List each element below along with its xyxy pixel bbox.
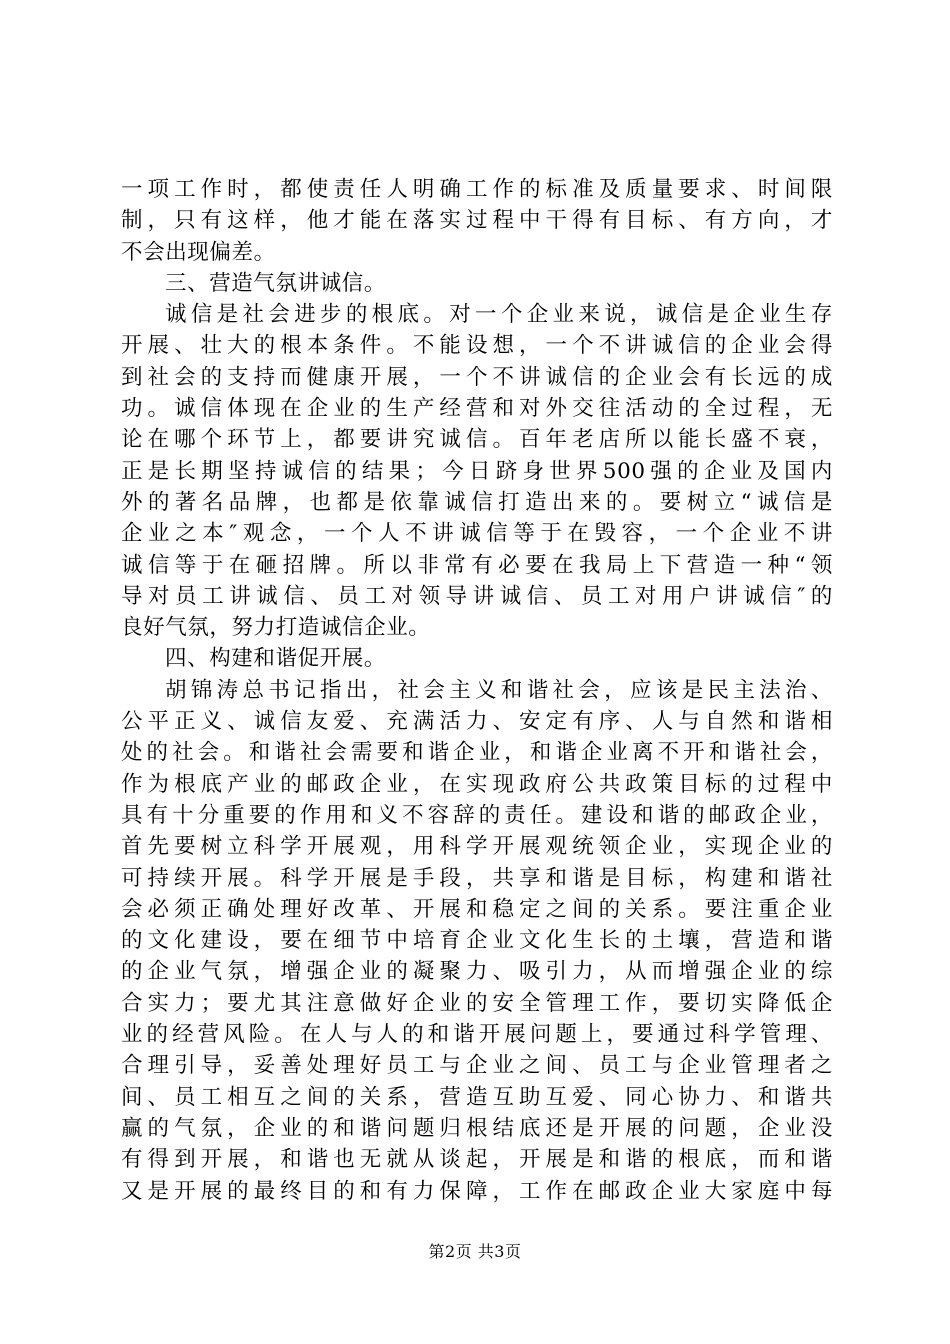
body-text: [121, 174, 833, 1207]
text-line: 论在哪个环节上，都要讲究诚信。百年老店所以能长盛不衰，: [121, 427, 833, 453]
text-line: 导对员工讲诚信、员工对领导讲诚信、员工对用户讲诚信″的: [121, 583, 833, 609]
text-line: 的文化建设，要在细节中培育企业文化生长的土壤，营造和谐: [121, 928, 833, 954]
text-line: 具有十分重要的作用和义不容辞的责任。建设和谐的邮政企业，: [121, 802, 833, 828]
text-line: 首先要树立科学开展观，用科学开展观统领企业，实现企业的: [121, 834, 833, 860]
text-line: 诚信等于在砸招牌。所以非常有必要在我局上下营造一种“领: [121, 552, 833, 578]
section-heading-3: 三、营造气氛讲诚信。: [165, 270, 387, 296]
text-line: 会必须正确处理好改革、开展和稳定之间的关系。要注重企业: [121, 896, 833, 922]
text-line: 的企业气氛，增强企业的凝聚力、吸引力，从而增强企业的综: [121, 959, 833, 985]
text-line: 开展、壮大的根本条件。不能设想，一个不讲诚信的企业会得: [121, 333, 833, 359]
text-line: 不会出现偏差。: [121, 239, 276, 265]
text-line: 间、员工相互之间的关系，营造互助互爱、同心协力、和谐共: [121, 1084, 833, 1110]
text-line: 可持续开展。科学开展是手段，共享和谐是目标，构建和谐社: [121, 865, 833, 891]
paragraph-start-line: 诚信是社会进步的根底。对一个企业来说，诚信是企业生存: [165, 302, 833, 328]
text-line: 处的社会。和谐社会需要和谐企业，和谐企业离不开和谐社会，: [121, 740, 833, 766]
paragraph-start-line: 胡锦涛总书记指出，社会主义和谐社会，应该是民主法治、: [165, 677, 833, 703]
text-line: 合实力；要尤其注意做好企业的安全管理工作，要切实降低企: [121, 990, 833, 1016]
text-line: 到社会的支持而健康开展，一个不讲诚信的企业会有长远的成: [121, 364, 833, 390]
text-line: 业的经营风险。在人与人的和谐开展问题上，要通过科学管理、: [121, 1022, 833, 1048]
text-line: 公平正义、诚信友爱、充满活力、安定有序、人与自然和谐相: [121, 709, 833, 735]
page-number-footer: 第2页 共3页: [428, 1242, 522, 1261]
text-line: 正是长期坚持诚信的结果；今日跻身世界500强的企业及国内: [121, 458, 833, 484]
text-line: 企业之本″观念，一个人不讲诚信等于在毁容，一个企业不讲: [121, 521, 833, 547]
text-line: 又是开展的最终目的和有力保障，工作在邮政企业大家庭中每: [121, 1178, 833, 1204]
text-line: 一项工作时，都使责任人明确工作的标准及质量要求、时间限: [121, 177, 833, 202]
text-line: 制，只有这样，他才能在落实过程中干得有目标、有方向，才: [121, 208, 833, 234]
text-line: 功。诚信体现在企业的生产经营和对外交往活动的全过程，无: [121, 396, 833, 422]
text-line: 外的著名品牌，也都是依靠诚信打造出来的。要树立“诚信是: [121, 489, 833, 515]
text-line: 良好气氛，努力打造诚信企业。: [121, 615, 431, 641]
text-line: 合理引导，妥善处理好员工与企业之间、员工与企业管理者之: [121, 1053, 833, 1079]
text-line: 赢的气氛，企业的和谐问题归根结底还是开展的问题，企业没: [121, 1115, 833, 1141]
section-heading-4: 四、构建和谐促开展。: [165, 646, 387, 672]
text-line: 作为根底产业的邮政企业，在实现政府公共政策目标的过程中: [121, 771, 833, 797]
text-line: 有得到开展，和谐也无就从谈起，开展是和谐的根底，而和谐: [121, 1147, 833, 1173]
